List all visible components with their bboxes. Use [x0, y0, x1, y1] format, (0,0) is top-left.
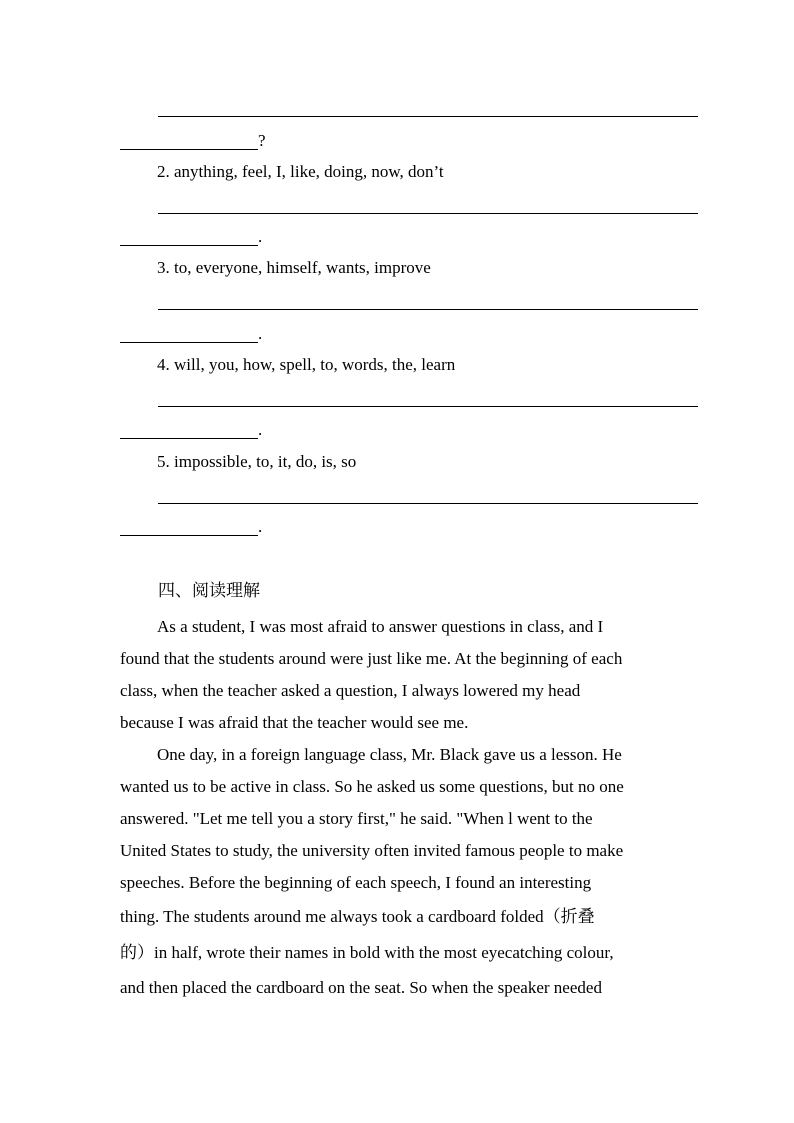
paragraph-line: One day, in a foreign language class, Mr. Black gave us a lesson. He — [157, 745, 622, 764]
answer-line — [120, 342, 258, 343]
paragraph-line: because I was afraid that the teacher would see me. — [120, 713, 469, 732]
paragraph-line: As a student, I was most afraid to answer questions in class, and I — [157, 617, 604, 636]
answer-line — [120, 245, 258, 246]
answer-line — [158, 309, 698, 310]
paragraph-line: thing. The students around me always took a cardboard folded（折叠 — [120, 907, 595, 926]
question-3: 3. to, everyone, himself, wants, improve — [157, 258, 431, 277]
answer-line — [120, 149, 258, 150]
end-mark: ? — [258, 131, 266, 150]
answer-line — [158, 406, 698, 407]
answer-line — [120, 438, 258, 439]
end-mark: . — [258, 227, 263, 246]
answer-line — [120, 535, 258, 536]
paragraph-line: 的）in half, wrote their names in bold with the most eyecatching colour, — [120, 943, 614, 962]
answer-line — [158, 213, 698, 214]
answer-line — [158, 116, 698, 117]
paragraph-line: class, when the teacher asked a question, I always lowered my head — [120, 681, 581, 700]
reading-paragraph-2 — [120, 739, 680, 1005]
paragraph-line: speeches. Before the beginning of each speech, I found an interesting — [120, 873, 592, 892]
end-mark: . — [258, 420, 263, 439]
paragraph-line: United States to study, the university often invited famous people to make — [120, 841, 624, 860]
answer-line — [158, 503, 698, 504]
paragraph-line: found that the students around were just like me. At the beginning of each — [120, 649, 623, 668]
paragraph-line: and then placed the cardboard on the seat. So when the speaker needed — [120, 978, 602, 997]
end-mark: . — [258, 324, 263, 343]
paragraph-line: answered. "Let me tell you a story first," he said. "When l went to the — [120, 809, 593, 828]
question-2: 2. anything, feel, I, like, doing, now, don’t — [157, 162, 444, 181]
end-mark: . — [258, 517, 263, 536]
paragraph-line: wanted us to be active in class. So he asked us some questions, but no one — [120, 777, 624, 796]
question-4: 4. will, you, how, spell, to, words, the, learn — [157, 355, 456, 374]
question-5: 5. impossible, to, it, do, is, so — [157, 452, 357, 471]
section-heading: 四、阅读理解 — [158, 581, 260, 601]
reading-paragraph-1 — [120, 611, 680, 739]
